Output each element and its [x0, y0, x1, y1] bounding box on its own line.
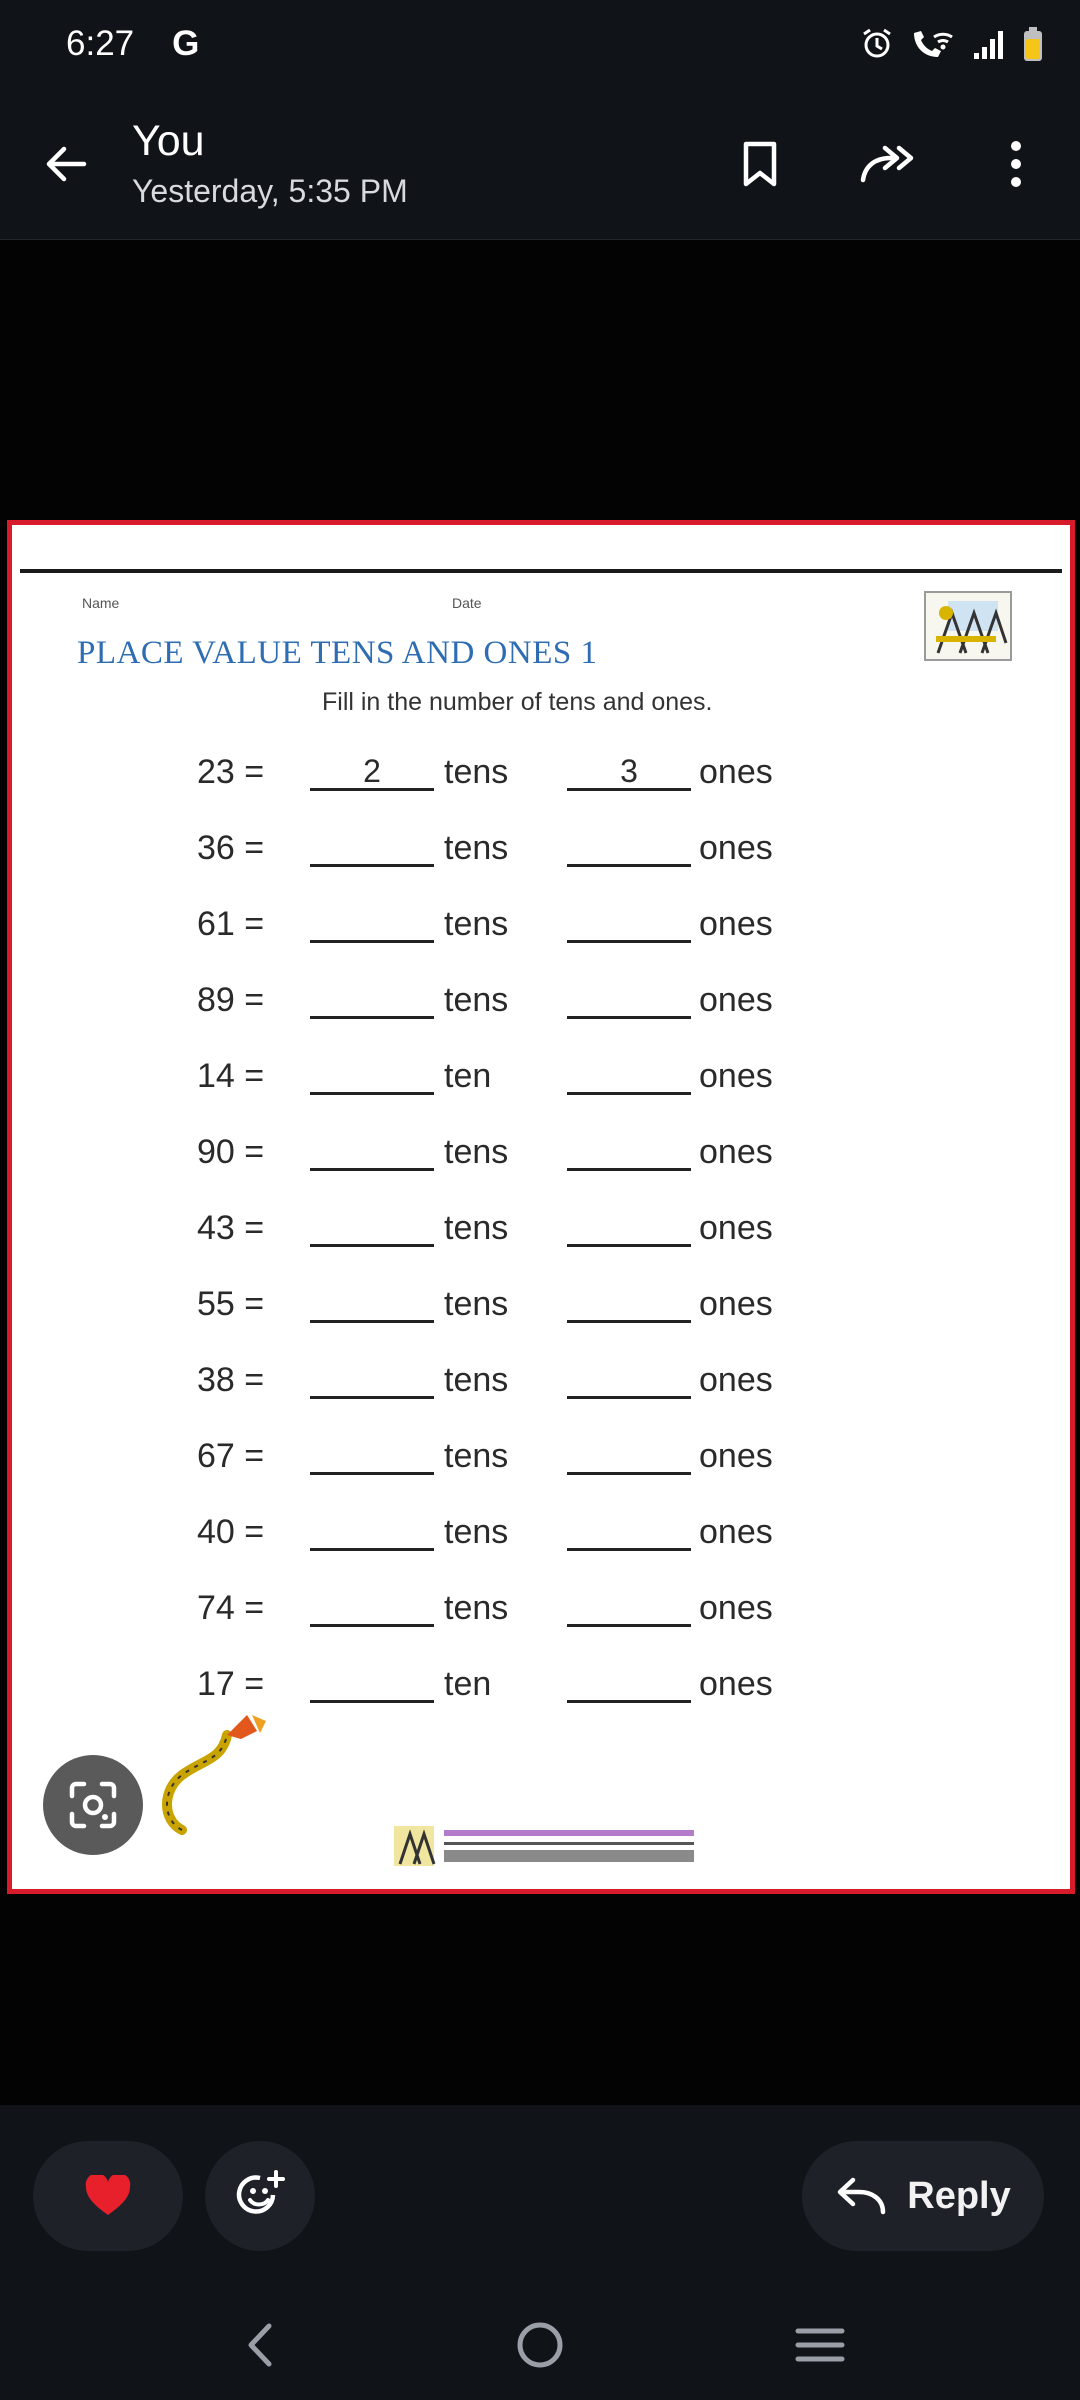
more-options-button[interactable] [952, 100, 1080, 228]
add-emoji-icon [233, 2169, 287, 2223]
worksheet-row [12, 821, 1070, 881]
worksheet-row [12, 897, 1070, 957]
sender-name: You [132, 116, 205, 165]
more-options-icon [1008, 139, 1024, 189]
worksheet-name-label: Name [82, 595, 120, 611]
message-timestamp: Yesterday, 5:35 PM [132, 172, 408, 209]
battery-icon [1022, 26, 1044, 62]
tens-unit: tens [444, 753, 509, 791]
ones-blank [567, 1049, 691, 1095]
ones-unit: ones [699, 1285, 773, 1323]
tens-blank [310, 1429, 434, 1475]
worksheet-title: PLACE VALUE TENS AND ONES 1 [77, 635, 598, 671]
ones-unit: ones [699, 1133, 773, 1171]
ones-unit: ones [699, 1589, 773, 1627]
ones-unit: ones [699, 1209, 773, 1247]
status-bar [0, 0, 1080, 88]
worksheet-row [12, 1049, 1070, 1109]
heart-icon [85, 2175, 131, 2217]
tens-unit: ten [444, 1057, 492, 1095]
nav-recents-button[interactable] [760, 2295, 880, 2395]
bookmark-icon [738, 140, 782, 188]
tens-blank [310, 1277, 434, 1323]
forward-icon [857, 140, 919, 188]
message-action-bar [0, 2105, 1080, 2290]
row-number: 61 = [197, 905, 265, 943]
tens-unit: tens [444, 1589, 509, 1627]
worksheet-rule [20, 569, 1062, 573]
tens-unit: tens [444, 1513, 509, 1551]
ones-blank [567, 1429, 691, 1475]
row-number: 36 = [197, 829, 265, 867]
row-number: 17 = [197, 1665, 265, 1703]
status-time: 6:27 [66, 24, 135, 63]
home-nav-icon [515, 2320, 565, 2370]
tens-unit: tens [444, 905, 509, 943]
worksheet-footer-logo [394, 1820, 704, 1870]
tens-blank [310, 1505, 434, 1551]
ones-unit: ones [699, 1513, 773, 1551]
row-number: 40 = [197, 1513, 265, 1551]
add-reaction-button[interactable] [205, 2141, 315, 2251]
status-icons [860, 26, 1044, 62]
google-lens-button[interactable] [43, 1755, 143, 1855]
gecko-illustration [152, 1710, 302, 1845]
worksheet-date-label: Date [452, 595, 482, 611]
tens-unit: tens [444, 1437, 509, 1475]
back-button[interactable] [0, 98, 132, 230]
row-number: 67 = [197, 1437, 265, 1475]
tens-unit: tens [444, 1209, 509, 1247]
tens-unit: ten [444, 1665, 492, 1703]
ones-blank [567, 1277, 691, 1323]
row-number: 38 = [197, 1361, 265, 1399]
tens-unit: tens [444, 1133, 509, 1171]
recents-nav-icon [795, 2325, 845, 2365]
nav-home-button[interactable] [480, 2295, 600, 2395]
tens-blank [310, 1125, 434, 1171]
tens-blank: 2 [310, 745, 434, 791]
alarm-icon [860, 27, 894, 61]
tens-blank [310, 1049, 434, 1095]
tens-blank [310, 897, 434, 943]
ones-unit: ones [699, 1665, 773, 1703]
ones-blank [567, 1505, 691, 1551]
conversation-header [0, 88, 1080, 240]
wifi-calling-icon [910, 27, 956, 61]
ones-unit: ones [699, 905, 773, 943]
ones-blank [567, 1581, 691, 1627]
tens-unit: tens [444, 981, 509, 1019]
worksheet-row [12, 1201, 1070, 1261]
worksheet-row [12, 973, 1070, 1033]
tens-blank [310, 973, 434, 1019]
ones-blank [567, 897, 691, 943]
worksheet-row [12, 1353, 1070, 1413]
ones-unit: ones [699, 829, 773, 867]
worksheet-row [12, 1429, 1070, 1489]
tens-blank [310, 1581, 434, 1627]
header-titles [132, 115, 408, 213]
row-number: 55 = [197, 1285, 265, 1323]
ones-unit: ones [699, 753, 773, 791]
reply-button[interactable] [802, 2141, 1044, 2251]
tens-unit: tens [444, 1361, 509, 1399]
header-actions [696, 100, 1080, 228]
nav-back-button[interactable] [200, 2295, 320, 2395]
row-number: 23 = [197, 753, 265, 791]
back-nav-icon [245, 2322, 275, 2368]
worksheet-row [12, 1277, 1070, 1337]
heart-reaction-button[interactable] [33, 2141, 183, 2251]
tens-unit: tens [444, 1285, 509, 1323]
worksheet-logo [924, 591, 1012, 661]
row-number: 90 = [197, 1133, 265, 1171]
signal-icon [972, 27, 1006, 61]
tens-blank [310, 821, 434, 867]
tens-unit: tens [444, 829, 509, 867]
forward-button[interactable] [824, 100, 952, 228]
worksheet-image[interactable] [7, 520, 1075, 1894]
worksheet-instruction: Fill in the number of tens and ones. [322, 688, 713, 716]
ones-unit: ones [699, 1361, 773, 1399]
reply-arrow-icon [835, 2176, 887, 2216]
ones-blank [567, 973, 691, 1019]
ones-blank [567, 1201, 691, 1247]
row-number: 14 = [197, 1057, 265, 1095]
worksheet-row [12, 1581, 1070, 1641]
worksheet-row [12, 1125, 1070, 1185]
ones-blank [567, 1353, 691, 1399]
worksheet-row [12, 1657, 1070, 1717]
ones-unit: ones [699, 1057, 773, 1095]
ones-blank [567, 821, 691, 867]
row-number: 74 = [197, 1589, 265, 1627]
system-nav-bar [0, 2290, 1080, 2400]
ones-unit: ones [699, 1437, 773, 1475]
worksheet-row [12, 1505, 1070, 1565]
ones-blank [567, 1657, 691, 1703]
worksheet-row [12, 745, 1070, 805]
google-badge: G [172, 24, 200, 63]
reply-label: Reply [907, 2174, 1011, 2217]
bookmark-button[interactable] [696, 100, 824, 228]
google-lens-icon [66, 1778, 120, 1832]
tens-blank [310, 1657, 434, 1703]
row-number: 43 = [197, 1209, 265, 1247]
ones-unit: ones [699, 981, 773, 1019]
ones-blank: 3 [567, 745, 691, 791]
ones-blank [567, 1125, 691, 1171]
arrow-left-icon [42, 140, 90, 188]
row-number: 89 = [197, 981, 265, 1019]
tens-blank [310, 1201, 434, 1247]
tens-blank [310, 1353, 434, 1399]
